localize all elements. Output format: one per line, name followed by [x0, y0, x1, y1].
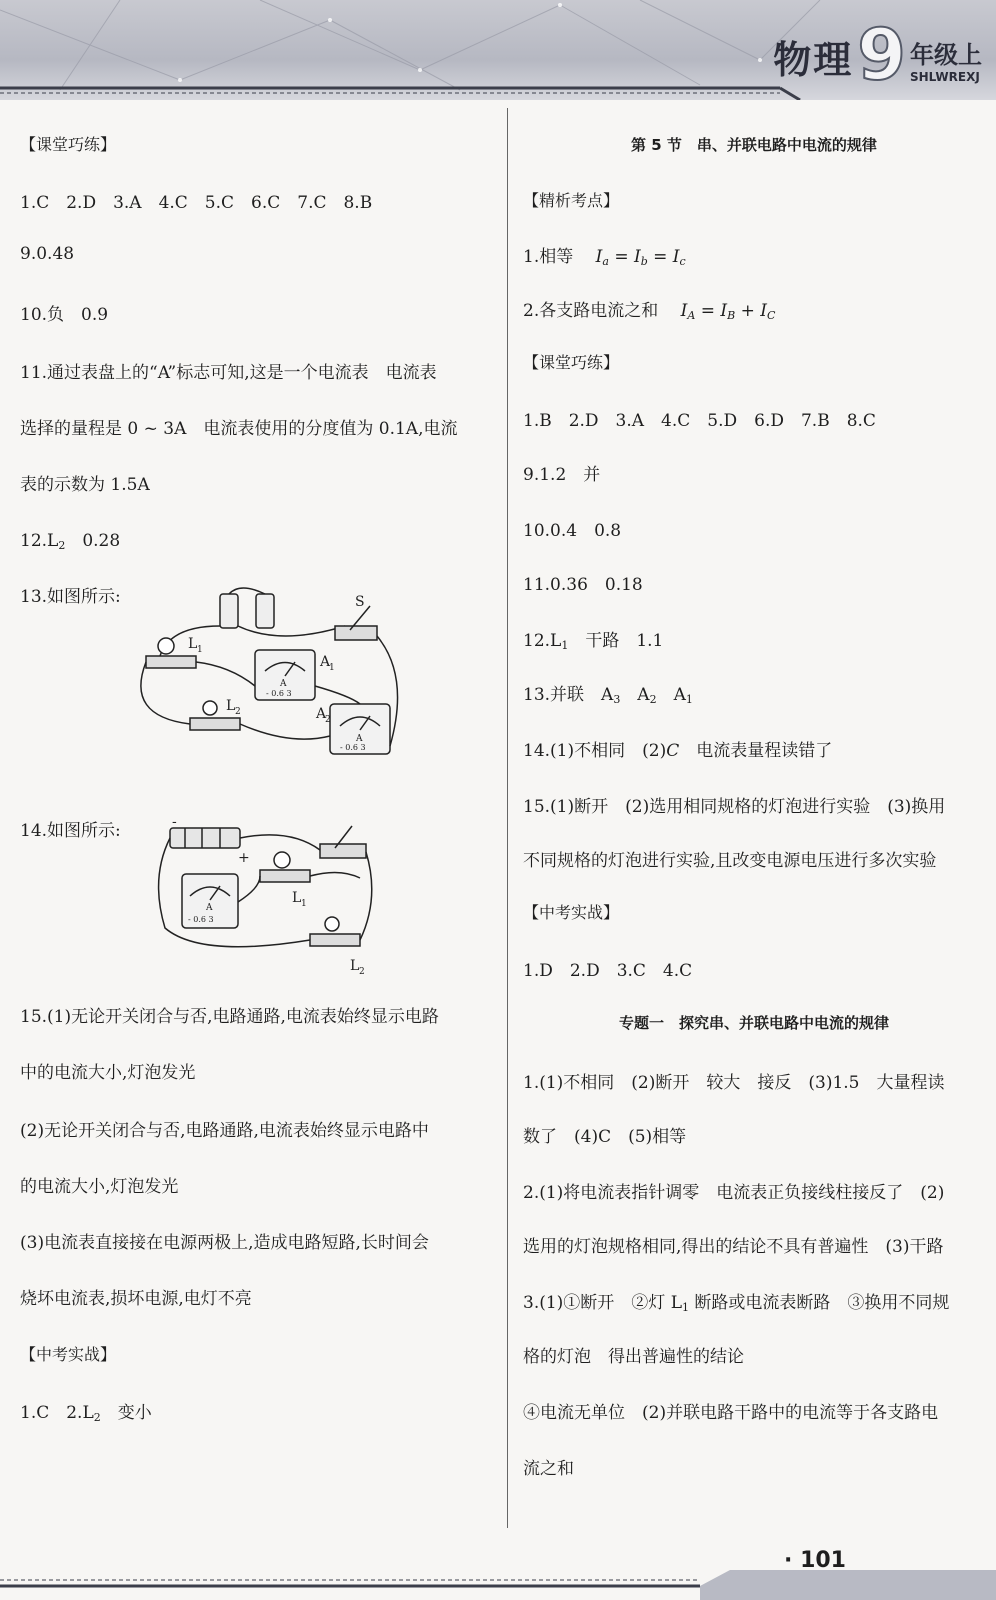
answer-line: 的电流大小,灯泡发光 [20, 1177, 179, 1197]
section-tag-ketang: 【课堂巧练】 [523, 353, 620, 372]
answer-text: 断路或电流表断路 ③换用不同规 [689, 1293, 950, 1313]
section-title: 第 5 节 串、并联电路中电流的规律 [631, 136, 877, 154]
answer-line: 2.(1)将电流表指针调零 电流表正负接线柱接反了 (2) [523, 1183, 945, 1203]
answer-line: 不同规格的灯泡进行实验,且改变电源电压进行多次实验 [523, 851, 937, 871]
answer-text: 1.相等 [523, 247, 591, 267]
answer-text: 3.(1)①断开 ②灯 L [523, 1293, 682, 1313]
answer-text: 12.L [20, 531, 59, 551]
answer-line: 15.(1)断开 (2)选用相同规格的灯泡进行实验 (3)换用 [523, 797, 946, 817]
answer-text: 0.28 [65, 531, 121, 551]
fig13-L2-sub: 2 [235, 707, 241, 717]
fig13-switch-label: S [355, 594, 365, 610]
answer-line: 9.1.2 并 [523, 465, 601, 485]
subscript: 2 [58, 539, 66, 552]
fig13-L1-label: L [188, 636, 198, 652]
answer-line [523, 736, 832, 761]
footer-decoration [0, 1540, 996, 1600]
section-tag-zhongkao: 【中考实战】 [20, 1345, 117, 1364]
answer-line: 中的电流大小,灯泡发光 [20, 1063, 196, 1083]
answer-line: 11.0.36 0.18 [523, 575, 643, 595]
fig14-L2-label: L [350, 958, 360, 974]
answer-line: 15.(1)无论开关闭合与否,电路通路,电流表始终显示电路 [20, 1007, 439, 1027]
answer-line [20, 1398, 152, 1424]
answer-text: 变小 [100, 1403, 152, 1423]
section-tag-jingxi: 【精析考点】 [523, 191, 620, 210]
answer-text: 12.L [523, 631, 562, 651]
fig13-A2-label: A [316, 706, 327, 722]
answer-line: 1.D 2.D 3.C 4.C [523, 961, 693, 981]
answer-line: 烧坏电流表,损坏电源,电灯不亮 [20, 1289, 252, 1309]
answer-text: 2.各支路电流之和 [523, 301, 676, 321]
answer-line: (3)电流表直接接在电源两极上,造成电路短路,长时间会 [20, 1233, 429, 1253]
section-tag-zhongkao: 【中考实战】 [523, 903, 620, 922]
fig13-A1-label: A [320, 654, 331, 670]
answer-text: 14.(1)不相同 (2) [523, 741, 667, 761]
subscript: 2 [649, 693, 657, 706]
book-code: SHLWREXJ [910, 70, 980, 84]
fig13-A1-sub: 1 [329, 663, 335, 673]
answer-line: 10.0.4 0.8 [523, 521, 622, 541]
answer-line: 1.B 2.D 3.A 4.C 5.D 6.D 7.B 8.C [523, 411, 876, 431]
page-footer [0, 1540, 996, 1600]
answer-line [523, 626, 663, 652]
book-title [773, 14, 982, 96]
column-divider [507, 108, 508, 1528]
topic-title: 专题一 探究串、并联电路中电流的规律 [618, 1014, 889, 1032]
answer-line [523, 296, 775, 322]
fig13-meter-scale: - 0.6 3 [266, 689, 292, 698]
circuit-figure-13 [130, 586, 490, 786]
page-header [0, 0, 996, 100]
answer-line: 9.0.48 [20, 244, 75, 264]
answer-text: A [656, 685, 686, 705]
grade-number: 9 [857, 14, 906, 96]
answer-line: 10.负 0.9 [20, 305, 109, 325]
answer-text: 干路 1.1 [568, 631, 664, 651]
term-label: 年级上 [910, 41, 982, 69]
answer-line: 选用的灯泡规格相同,得出的结论不具有普遍性 (3)干路 [523, 1237, 944, 1257]
answer-line: 表的示数为 1.5A [20, 475, 150, 495]
subject-title: 物理 [773, 38, 854, 82]
answer-line: 格的灯泡 得出普遍性的结论 [523, 1347, 744, 1367]
fig13-L1-sub: 1 [197, 645, 203, 655]
fig14-L1-sub: 1 [301, 899, 307, 909]
answer-line: 流之和 [523, 1459, 574, 1479]
answer-line: (2)无论开关闭合与否,电路通路,电流表始终显示电路中 [20, 1121, 429, 1141]
fig14-L2-sub: 2 [359, 967, 365, 977]
circuit-figure-14 [140, 818, 380, 988]
answer-line [20, 526, 120, 552]
answer-text: A [620, 685, 650, 705]
fig14-meter-scale: - 0.6 3 [188, 915, 214, 924]
subscript: 3 [613, 693, 621, 706]
formula: $I_A = I_B + I_C$ [680, 301, 776, 322]
fig14-meter-A: A [206, 903, 213, 913]
answer-line [523, 680, 693, 706]
subscript: 1 [561, 639, 569, 652]
fig13-L2-label: L [226, 698, 236, 714]
answer-line: 11.通过表盘上的“A”标志可知,这是一个电流表 电流表 [20, 363, 437, 383]
answer-line: 选择的量程是 0 ~ 3A 电流表使用的分度值为 0.1A,电流 [20, 419, 458, 439]
subscript: 1 [682, 1301, 689, 1314]
fig14-L1-label: L [292, 890, 302, 906]
page-number: · 101 [784, 1548, 846, 1573]
answer-line: 13.如图所示: [20, 587, 121, 607]
fig14-plus: + [238, 850, 250, 866]
answer-line: 数了 (4)C (5)相等 [523, 1127, 687, 1147]
answer-text: 电流表量程读错了 [679, 741, 833, 761]
formula: $I_a = I_b = I_c$ [595, 247, 686, 268]
subscript: 1 [685, 693, 693, 706]
fig14-minus: - [172, 818, 177, 830]
answer-line: 14.如图所示: [20, 821, 121, 841]
answer-text: 13.并联 A [523, 685, 614, 705]
fig13-meter2-scale: - 0.6 3 [340, 743, 366, 752]
section-tag-ketang: 【课堂巧练】 [20, 135, 117, 154]
fig13-meter-A: A [280, 679, 287, 689]
answer-text: 1.C 2.L [20, 1403, 94, 1423]
answer-line: 1.(1)不相同 (2)断开 较大 接反 (3)1.5 大量程读 [523, 1073, 945, 1093]
subscript: 2 [93, 1411, 101, 1424]
answer-line [523, 242, 686, 268]
answer-line: ④电流无单位 (2)并联电路干路中的电流等于各支路电 [523, 1403, 939, 1423]
answer-text: C [666, 741, 680, 761]
fig13-A2-sub: 2 [325, 715, 331, 725]
fig13-meter2-A: A [356, 734, 363, 744]
answer-line: 1.C 2.D 3.A 4.C 5.C 6.C 7.C 8.B [20, 193, 373, 213]
answer-line [523, 1288, 949, 1314]
